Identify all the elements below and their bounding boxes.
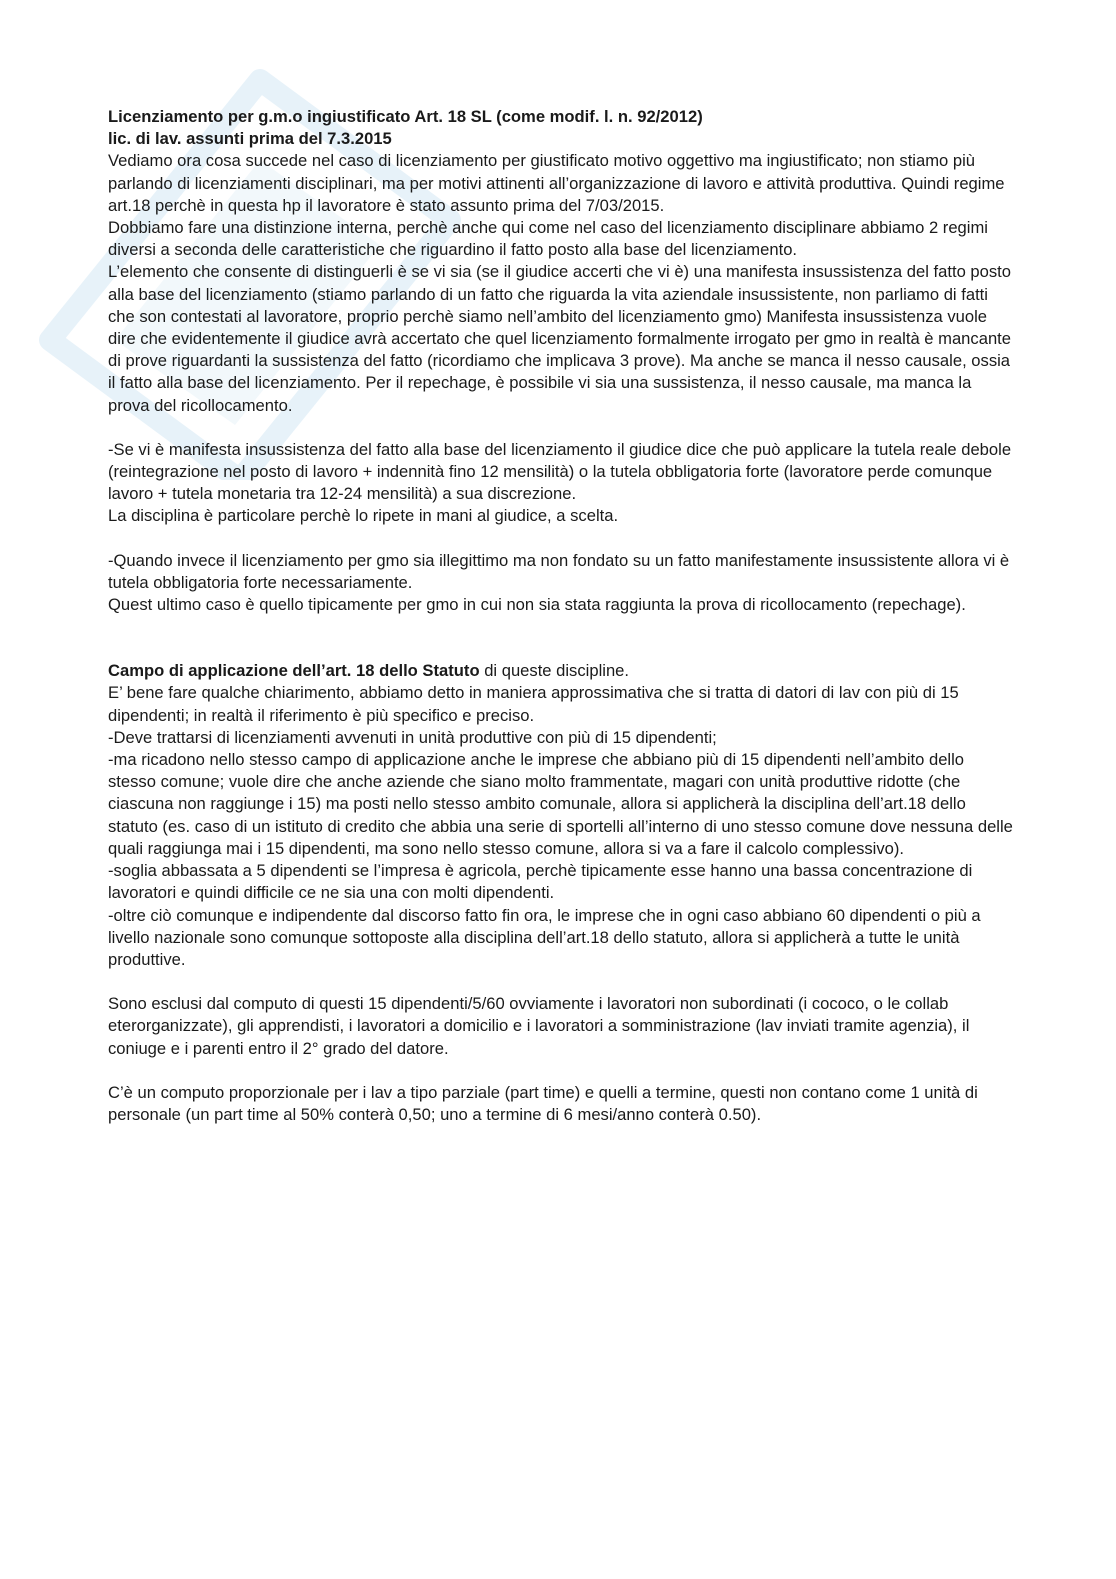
paragraph: -oltre ciò comunque e indipendente dal discorso fatto fin ora, le imprese che in ogni caso abbiano 60 dipendenti o più a livello nazionale sono comunque sottoposte alla disciplina dell’art.18 dello statuto, allora si applicherà a tutte le unità produttive. [108, 905, 981, 969]
spacer [108, 528, 1013, 550]
document-subheading: lic. di lav. assunti prima del 7.3.2015 [108, 129, 392, 149]
paragraph: La disciplina è particolare perchè lo ripete in mani al giudice, a scelta. [108, 506, 619, 526]
section-title-bold: Campo di applicazione dell’art. 18 dello Statuto [108, 661, 480, 681]
paragraph: Vediamo ora cosa succede nel caso di licenziamento per giustificato motivo oggettivo ma ingiustificato; non stiamo più parlando di licenziamenti disciplinari, ma per motivi attinenti all’organizzazione di lavoro e attività produttiva. Quindi regime art.18 perchè in questa hp il lavoratore è stato assunto prima del 7/03/2015. [108, 151, 1005, 215]
spacer [108, 971, 1013, 993]
document-page [108, 106, 1013, 1126]
spacer [108, 417, 1013, 439]
spacer [108, 616, 1013, 660]
paragraph: L’elemento che consente di distinguerli è se vi sia (se il giudice accerti che vi è) una manifesta insussistenza del fatto posto alla base del licenziamento (stiamo parlando di un fatto che riguarda la vita aziendale insussistente, non parliamo di fatti che son contestati al lavoratore, proprio perchè siamo nell’ambito del licenziamento gmo) Manifesta insussistenza vuole dire che evidentemente il giudice avrà accertato che quel licenziamento formalmente irrogato per gmo in realtà è mancante di prove riguardanti la sussistenza del fatto (ricordiamo che implicava 3 prove). Ma anche se manca il nesso causale, ossia il fatto alla base del licenziamento. Per il repechage, è possibile vi sia una sussistenza, il nesso causale, ma manca la prova del ricollocamento. [108, 262, 1012, 415]
paragraph: Sono esclusi dal computo di questi 15 dipendenti/5/60 ovviamente i lavoratori non subordinati (i cococo, o le collab eterorganizzate), gli apprendisti, i lavoratori a domicilio e i lavoratori a somministrazione (lav inviati tramite agenzia), il coniuge e i parenti entro il 2° grado del datore. [108, 994, 970, 1058]
paragraph: -soglia abbassata a 5 dipendenti se l’impresa è agricola, perchè tipicamente esse hanno una bassa concentrazione di lavoratori e quindi difficile ce ne sia una con molti dipendenti. [108, 861, 973, 903]
paragraph: -Quando invece il licenziamento per gmo sia illegittimo ma non fondato su un fatto manifestamente insussistente allora vi è tutela obbligatoria forte necessariamente. [108, 550, 1010, 592]
paragraph: -Se vi è manifesta insussistenza del fatto alla base del licenziamento il giudice dice che può applicare la tutela reale debole (reintegrazione nel posto di lavoro + indennità fino 12 mensilità) o la tutela obbligatoria forte (lavoratore perde comunque lavoro + tutela monetaria tra 12-24 mensilità) a sua discrezione. [108, 439, 1012, 504]
section-title-rest: di queste discipline. [479, 661, 630, 681]
paragraph: C’è un computo proporzionale per i lav a tipo parziale (part time) e quelli a termine, questi non contano come 1 unità di personale (un part time al 50% conterà 0,50; uno a termine di 6 mesi/anno conterà 0.50). [108, 1082, 978, 1124]
paragraph: E’ bene fare qualche chiarimento, abbiamo detto in maniera approssimativa che si tratta di datori di lav con più di 15 dipendenti; in realtà il riferimento è più specifico e preciso. [108, 683, 959, 725]
document-heading: Licenziamento per g.m.o ingiustificato Art. 18 SL (come modif. l. n. 92/2012) [108, 107, 703, 126]
spacer [108, 1060, 1013, 1082]
paragraph: Dobbiamo fare una distinzione interna, perchè anche qui come nel caso del licenziamento disciplinare abbiamo 2 regimi diversi a seconda delle caratteristiche che riguardino il fatto posto alla base del licenziamento. [108, 218, 988, 260]
paragraph: Quest ultimo caso è quello tipicamente per gmo in cui non sia stata raggiunta la prova di ricollocamento (repechage). [108, 595, 966, 615]
paragraph: -ma ricadono nello stesso campo di applicazione anche le imprese che abbiano più di 15 dipendenti nell’ambito dello stesso comune; vuole dire che anche aziende che siano molto frammentate, magari con unità produttive ridotte (che ciascuna non raggiunge i 15) ma posti nello stesso ambito comunale, allora si applicherà la disciplina dell’art.18 dello statuto (es. caso di un istituto di credito che abbia una serie di sportelli all’interno di uno stesso comune dove nessuna delle quali raggiunga mai i 15 dipendenti, ma sono nello stesso comune, allora si va a fare il calcolo complessivo). [108, 750, 1013, 858]
paragraph: -Deve trattarsi di licenziamenti avvenuti in unità produttive con più di 15 dipendenti; [108, 727, 717, 747]
section-title [108, 660, 1013, 682]
